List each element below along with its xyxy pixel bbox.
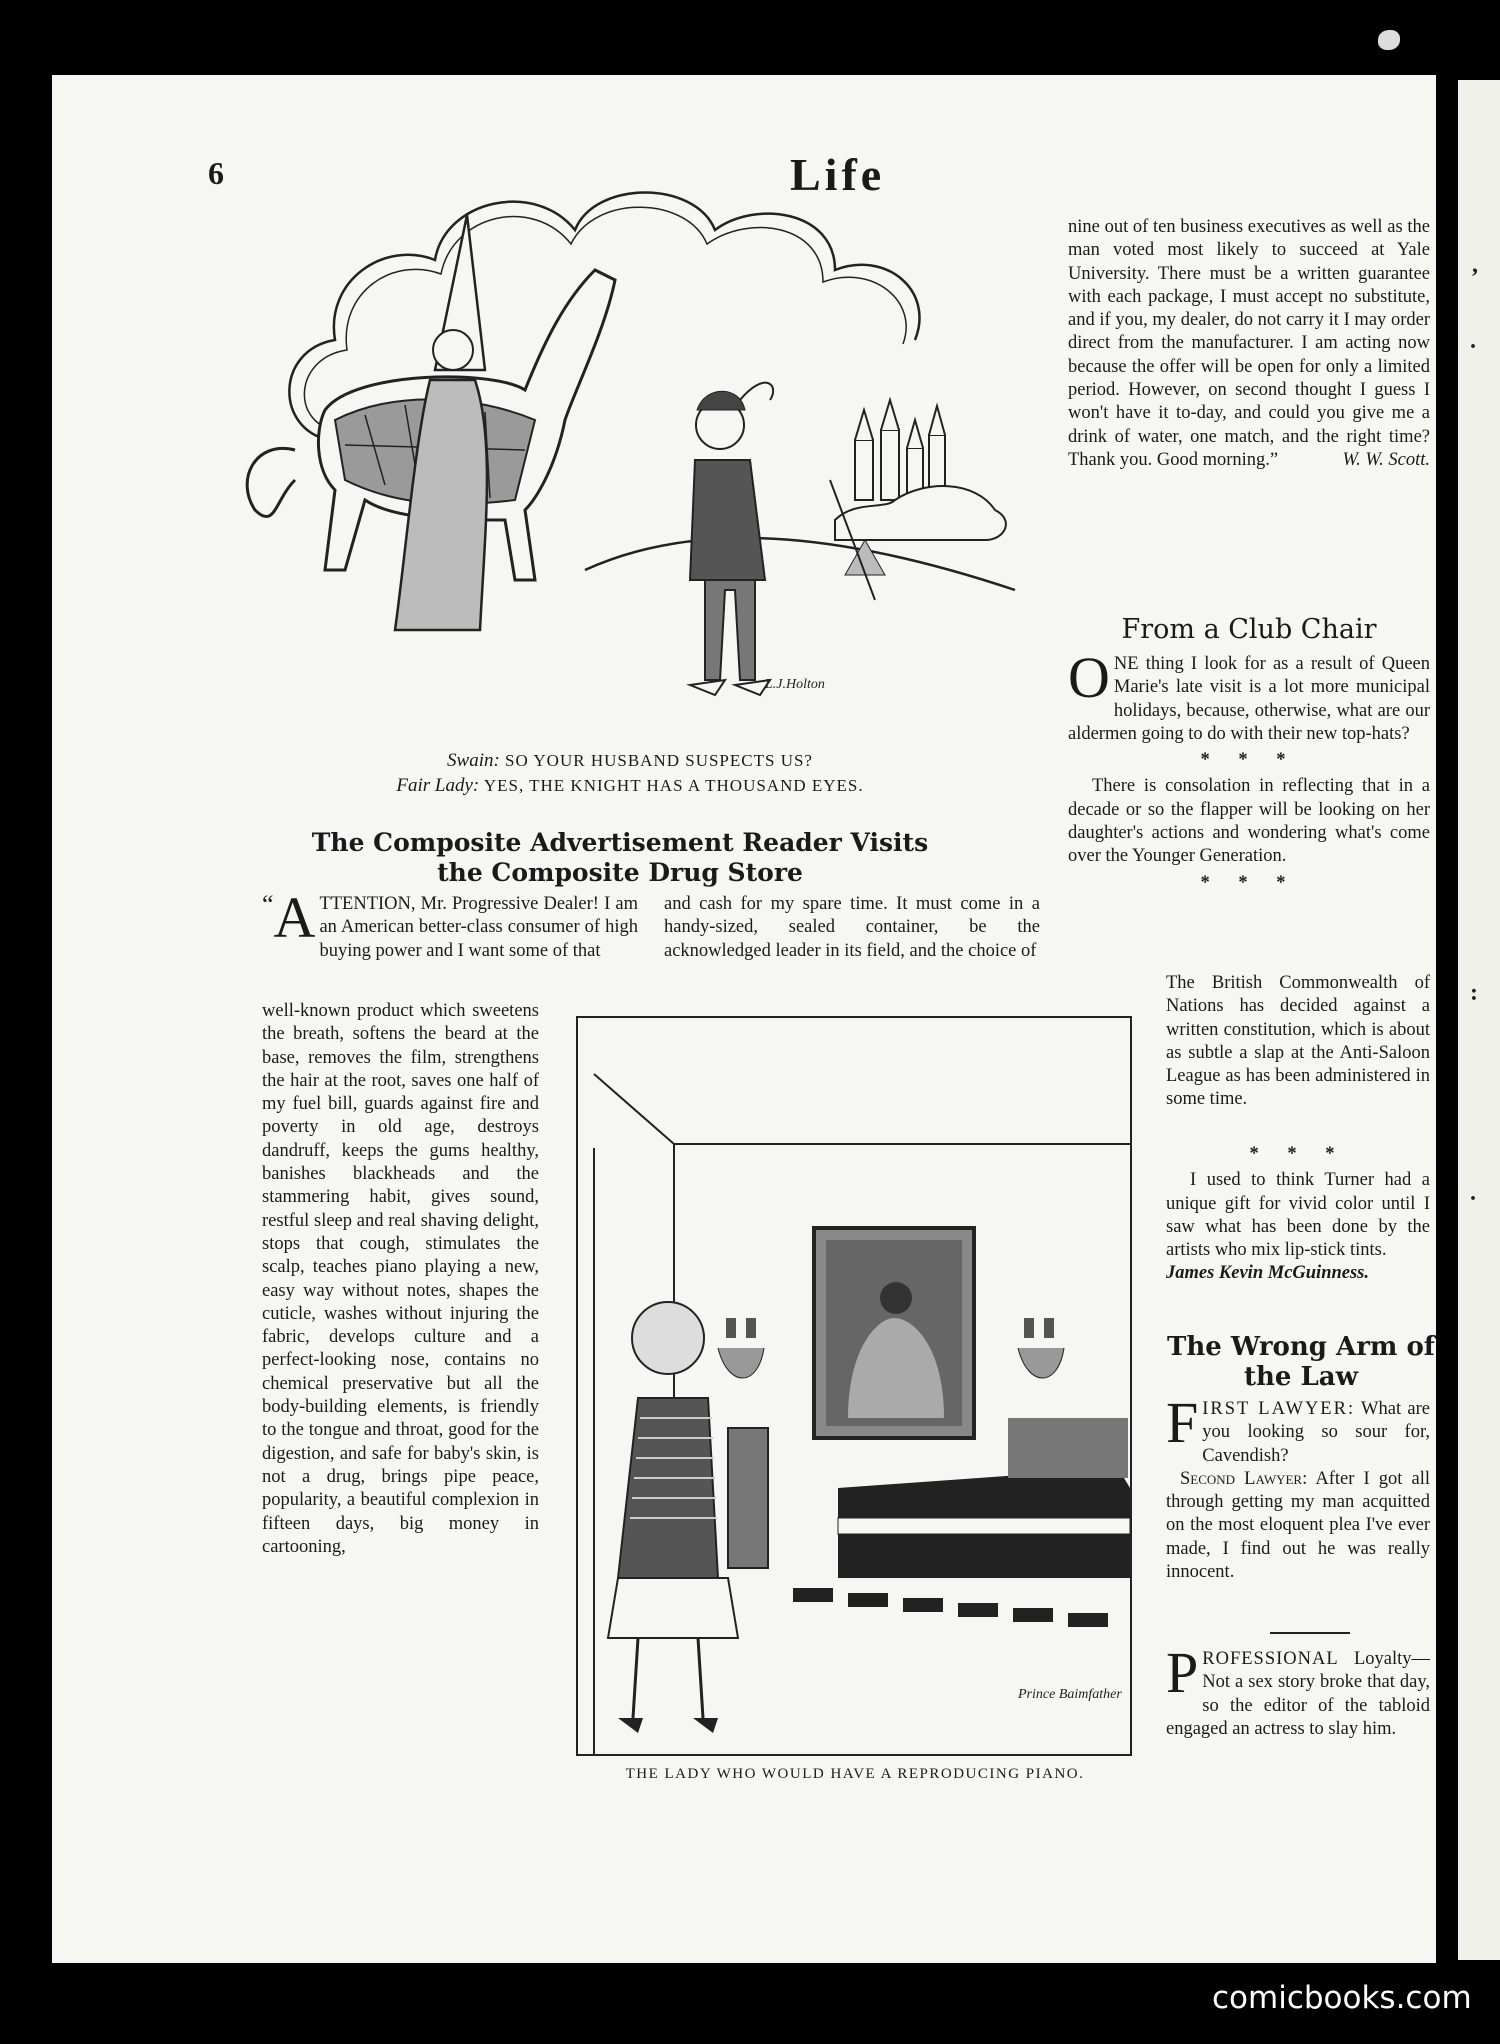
club-chair-dropcap: O (1068, 645, 1110, 710)
article-col3-text: nine out of ten business executives as well as the man voted most likely to succeed at Yale University. There must be a written guarantee with each package, I must accept no substitute, and if you, my dealer, do not carry it I may order direct from the manufacturer. I am acting now because the offer will be open for only a limited period. However, on second thought I guess I won't have it to-day, and could you give me a drink of water, one match, and the right time? Thank you. Good morning.” (1068, 217, 1430, 470)
club-chair-heading: From a Club Chair (1121, 614, 1377, 645)
caption2-speaker: Fair Lady: (396, 775, 480, 796)
article-col2-intro: and cash for my spare time. It must come in a handy-sized, sealed container, be the acknowledged leader in its field, and the choice of (664, 894, 1040, 961)
first-lawyer-label: IRST LAWYER: (1202, 1399, 1356, 1419)
open-quote: “ (262, 890, 274, 919)
club-chair-section-b (1166, 1140, 1430, 1286)
article-col1-intro (262, 885, 638, 963)
article-col1-intro-text: TTENTION, Mr. Progressive Dealer! I am an American better-class consumer of high buying power and I want some of that (319, 894, 638, 961)
caption2-text: YES, THE KNIGHT HAS A THOUSAND EYES. (483, 776, 864, 795)
second-lawyer-text: After I got all through getting my man acquitted on the most eloquent plea I've ever made, I find out he was really innocent. (1166, 1468, 1431, 1583)
professional-section (1166, 1640, 1430, 1741)
illustration-lady-and-swain (235, 180, 1035, 720)
stars-divider: * * * (1249, 1144, 1347, 1164)
article-headline-line2: the Composite Drug Store (437, 858, 803, 887)
corner-smudge (1378, 30, 1400, 50)
second-lawyer-label: Second Lawyer: (1180, 1468, 1308, 1489)
article-col3 (1068, 216, 1430, 473)
wrong-arm-dropcap: F (1166, 1390, 1199, 1455)
site-watermark: comicbooks.com (1212, 1980, 1472, 2016)
stars-divider: * * * (1200, 750, 1298, 771)
article-dropcap: A (273, 885, 316, 950)
masthead-title: Life (790, 149, 886, 200)
club-chair-para3: The British Commonwealth of Nations has decided against a written constitution, which is about as subtle a slap at the Anti-Saloon League as has been administered in some time. (1166, 973, 1430, 1110)
article-col1-body: well-known product which sweetens the breath, softens the beard at the base, removes the film, strengthens the hair at the root, saves one half of my fuel bill, guards against fire and poverty in old age, destroys dandruff, keeps the gums healthy, banishes blackheads and the stammering habit, gives sound, restful sleep and real shaving delight, stops that cough, stimulates the scalp, teaches piano playing a new, easy way without notes, shapes the cuticle, washes without injuring the fabric, develops culture and a perfect-looking nose, contains no chemical preservative but all the body-building elements, is friendly to the tongue and throat, good for the digestion, and safe for baby's skin, is not a drug, brings pipe peace, popularity, a beautiful complexion in fifteen days, big money in cartooning, (262, 1001, 539, 1557)
illustration-piano-room (576, 1016, 1132, 1756)
wrong-arm-heading-line2: the Law (1243, 1362, 1359, 1392)
caption1-text: SO YOUR HUSBAND SUSPECTS US? (505, 751, 813, 770)
page-number: 6 (208, 155, 224, 191)
cartoon1-caption-line2 (280, 775, 980, 797)
club-chair-para1: NE thing I look for as a result of Queen Marie's late visit is a lot more municipal holidays, because, otherwise, what are our aldermen going to do with their new top-hats? (1068, 654, 1430, 744)
club-chair-para2: There is consolation in reflecting that in a decade or so the flapper will be looking on her daughter's actions and wondering what's come over the Younger Generation. (1068, 776, 1430, 867)
article-headline-line1: The Composite Advertisement Reader Visits (311, 828, 929, 857)
club-chair-section (1068, 645, 1430, 898)
section-divider-rule (1270, 1632, 1350, 1634)
professional-dropcap: P (1166, 1640, 1199, 1705)
piano-room-drawing (578, 1018, 1130, 1754)
wrong-arm-heading-line1: The Wrong Arm of (1166, 1332, 1435, 1362)
cartoon1-caption-line1 (280, 750, 980, 772)
article-signature: W. W. Scott. (1342, 450, 1430, 471)
wrong-arm-section (1166, 1390, 1431, 1584)
adjacent-page-edge: , . : . (1452, 80, 1500, 1960)
cartoon1-signature: L.J.Holton (765, 677, 825, 692)
professional-lead: ROFESSIONAL (1202, 1649, 1339, 1669)
first-lawyer-text: What are you looking so sour for, Cavendish? (1202, 1399, 1430, 1466)
caption1-speaker: Swain: (447, 750, 500, 771)
professional-text: Loyalty—Not a sex story broke that day, so the editor of the tabloid engaged an actress to slay him. (1166, 1649, 1430, 1739)
club-chair-signature: James Kevin McGuinness. (1166, 1263, 1370, 1284)
cartoon2-signature: Prince Baimfather (1018, 1687, 1122, 1702)
club-chair-para4: I used to think Turner had a unique gift for vivid color until I saw what has been done by the artists who mix lip-stick tints. (1166, 1170, 1430, 1261)
cartoon2-caption: THE LADY WHO WOULD HAVE A REPRODUCING PIANO. (625, 1766, 1085, 1782)
stars-divider: * * * (1200, 872, 1298, 893)
